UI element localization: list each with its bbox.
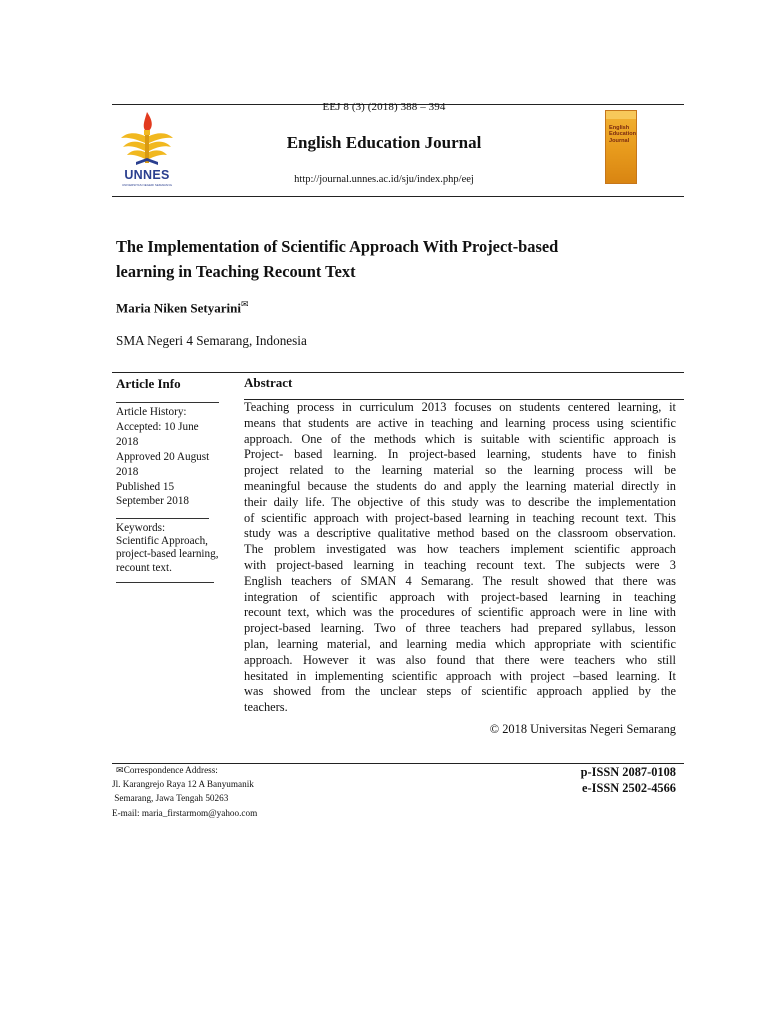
abstract-line: was showed from the unclear steps of scientific approach applied by the bbox=[244, 684, 676, 699]
journal-cover-image bbox=[605, 110, 637, 184]
history-line: Published 15 bbox=[116, 480, 175, 493]
article-info-heading: Article Info bbox=[116, 376, 181, 391]
history-line: Article History: bbox=[116, 406, 187, 418]
abstract-line: project-based learning. Two of three teachers had prepared syllabus, lesson bbox=[244, 621, 676, 636]
p-issn: p-ISSN 2087-0108 bbox=[580, 765, 676, 779]
info-rule bbox=[116, 518, 209, 519]
abstract-line: of scientific approach with project-based learning in teaching recount text. This bbox=[244, 510, 676, 525]
history-line: Approved 20 August bbox=[116, 450, 210, 463]
correspondence-line: Semarang, Jawa Tengah 50263 bbox=[112, 793, 229, 804]
abstract-line: means that students are active in teaching and learning process using scientific bbox=[244, 415, 676, 430]
keywords-line: project-based learning, bbox=[116, 548, 219, 561]
journal-url[interactable]: http://journal.unnes.ac.id/sju/index.php/eej bbox=[294, 174, 474, 185]
issn-block bbox=[520, 764, 676, 796]
history-line: September 2018 bbox=[116, 495, 190, 508]
abstract-line: Project- based learning. In project-based learning, students have to finish bbox=[244, 447, 676, 462]
abstract-body bbox=[244, 400, 676, 716]
abstract-line: meaningful because the students do and apply the learning material directly in bbox=[244, 478, 676, 493]
history-line: 2018 bbox=[116, 435, 139, 448]
abstract-line: recount text, which was the procedures of scientific approach were in line with bbox=[244, 605, 676, 620]
abstract-line: Teaching process in curriculum 2013 focuses on students centered learning, it bbox=[244, 400, 676, 414]
header-bottom-rule bbox=[112, 196, 684, 197]
envelope-icon: ✉ bbox=[240, 299, 249, 309]
keywords-line: Keywords: bbox=[116, 522, 166, 534]
abstract-line: study was a descriptive qualitative method based on the classroom observation. bbox=[244, 526, 676, 541]
abstract-line: The problem investigated was how teachers implement scientific approach bbox=[244, 542, 676, 557]
cover-band bbox=[606, 111, 636, 119]
article-title-line: learning in Teaching Recount Text bbox=[116, 262, 356, 281]
keywords-line: recount text. bbox=[116, 561, 172, 574]
abstract-line: English teachers of SMAN 4 Semarang. The result showed that there was bbox=[244, 573, 676, 588]
keywords-line: Scientific Approach, bbox=[116, 535, 208, 548]
abstract-heading: Abstract bbox=[244, 375, 293, 390]
e-issn: e-ISSN 2502-4566 bbox=[582, 781, 676, 795]
copyright-notice: © 2018 Universitas Negeri Semarang bbox=[489, 722, 676, 736]
abstract-line: project related to the learning material so the learning process will be bbox=[244, 463, 676, 478]
info-rule bbox=[116, 582, 214, 583]
correspondence-address bbox=[112, 763, 257, 820]
article-title-line: The Implementation of Scientific Approach With Project-based bbox=[116, 237, 559, 256]
logo-subtext: UNIVERSITAS NEGERI SEMARANG bbox=[121, 183, 173, 187]
author-name bbox=[116, 299, 248, 316]
article-title bbox=[116, 234, 676, 284]
journal-reference: EEJ 8 (3) (2018) 388 – 394 bbox=[322, 101, 446, 113]
article-history bbox=[116, 405, 234, 509]
correspondence-line: E-mail: maria_firstarmom@yahoo.com bbox=[112, 807, 258, 818]
history-line: 2018 bbox=[116, 465, 139, 478]
abstract-line: approach. One of the methods which is suitable with scientific approach is bbox=[244, 431, 676, 446]
keywords bbox=[116, 522, 236, 575]
author-affiliation: SMA Negeri 4 Semarang, Indonesia bbox=[116, 333, 307, 348]
abstract-line: plan, learning material, and learning media which appropriate with scientific bbox=[244, 636, 676, 651]
correspondence-line: ✉Correspondence Address: bbox=[116, 765, 218, 775]
abstract-line: integration of scientific approach with project-based learning in teaching bbox=[244, 589, 676, 604]
cover-title: English Education Journal bbox=[609, 125, 637, 144]
abstract-line: approach. However it was also found that there were teachers who still bbox=[244, 652, 676, 667]
logo-text: UNNES bbox=[124, 168, 170, 182]
history-line: Accepted: 10 June bbox=[116, 420, 199, 433]
section-rule bbox=[112, 372, 684, 373]
abstract-line: with project-based learning in teaching recount text. The subjects were 3 bbox=[244, 557, 676, 572]
correspondence-line: Jl. Karangrejo Raya 12 A Banyumanik bbox=[112, 779, 254, 790]
abstract-line: their daily life. The objective of this study was to describe the implementation bbox=[244, 494, 676, 509]
journal-title: English Education Journal bbox=[286, 133, 482, 152]
author-name-text: Maria Niken Setyarini bbox=[116, 300, 241, 316]
abstract-line: teachers. bbox=[244, 700, 288, 715]
abstract-line: hesitated in implementing scientific approach with project –based learning. It bbox=[244, 668, 676, 683]
info-rule bbox=[116, 402, 219, 403]
